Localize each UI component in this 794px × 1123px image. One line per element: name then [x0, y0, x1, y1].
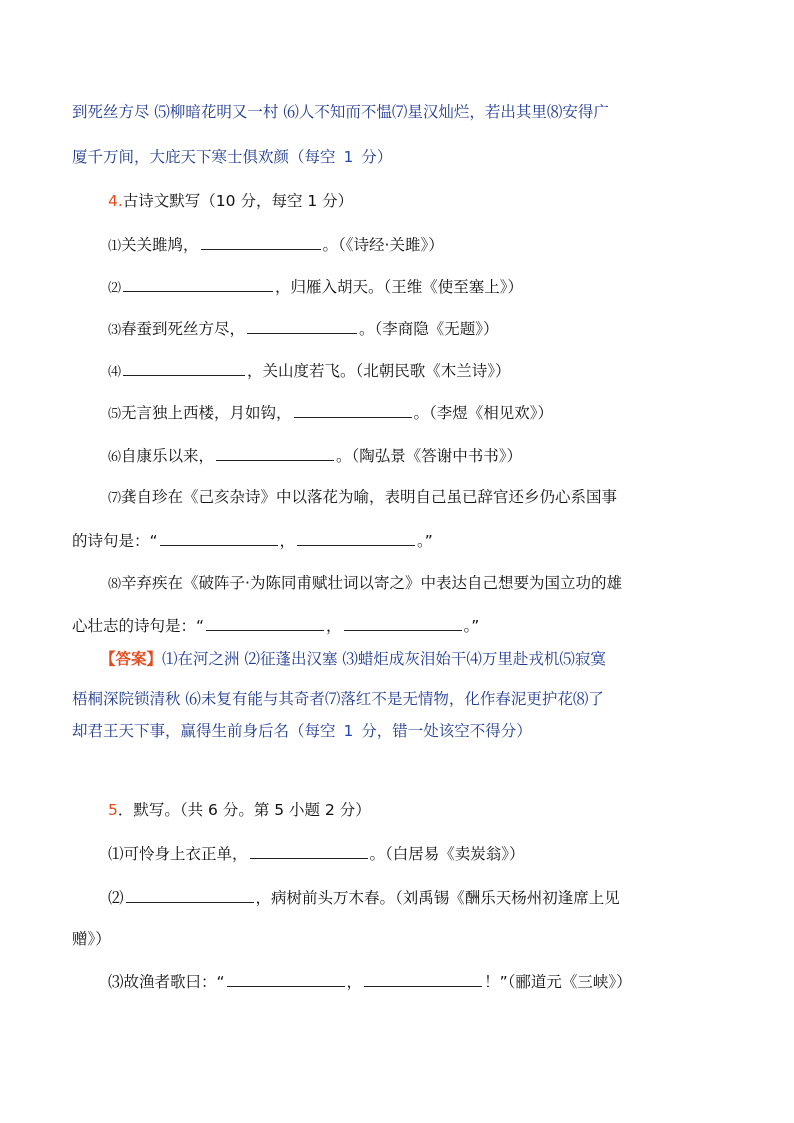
q4-item-2-blank[interactable]: [123, 275, 273, 292]
q4-answer-label: 【答案】: [100, 650, 163, 668]
q4-answer-text-3b: 分，错一处该空不得分）: [361, 722, 532, 740]
q4-item-1-mark: ⑴: [108, 239, 122, 254]
q4-item-8-text-2a: 心壮志的诗句是：“: [72, 617, 205, 635]
q4-answer-score: 1: [343, 722, 354, 740]
q4-item-1-blank[interactable]: [201, 233, 321, 250]
q5-item-2-mark: ⑵: [108, 889, 124, 907]
q4-item-5-mark: ⑸: [108, 407, 122, 422]
q4-item-7-comma: ，: [279, 532, 296, 550]
q4-item-5-before: 无言独上西楼，月如钩，: [121, 404, 292, 422]
q4-item-4-after: ，关山度若飞。（北朝民歌《木兰诗》）: [247, 362, 511, 380]
top-answer-text-2a: 厦千万间，大庇天下寒士俱欢颜（每空: [72, 148, 336, 166]
q4-item-7-text-1: 龚自珍在《己亥杂诗》中以落花为喻，表明自己虽已辞官还乡仍心系国事: [121, 488, 618, 506]
q4-item-6-before: 自康乐以来，: [121, 447, 215, 465]
q4-item-3-blank[interactable]: [247, 317, 357, 334]
q4-item-3-mark: ⑶: [108, 323, 122, 338]
q4-item-7-blank-2[interactable]: [297, 529, 415, 546]
q4-item-3-after: 。（李商隐《无题》）: [359, 320, 499, 338]
top-answer-score: 1: [343, 148, 354, 166]
q4-item-7-mark: ⑺: [108, 491, 122, 506]
q5-item-1-before: 可怜身上衣正单，: [123, 845, 248, 863]
q4-number: 4.: [108, 192, 123, 210]
q4-item-4-blank[interactable]: [123, 359, 245, 376]
q4-title: 古诗文默写（10 分，每空 1 分）: [122, 192, 354, 210]
q5-item-1-blank[interactable]: [250, 842, 368, 859]
q4-item-8-mark: ⑻: [108, 577, 122, 592]
q4-answer-text-2: 梧桐深院锁清秋 ⑹未复有能与其奇者⑺落红不是无情物，化作春泥更护花⑻了: [72, 690, 604, 708]
q4-item-7-end: 。”: [417, 532, 433, 550]
q5-item-3-before: 故渔者歌曰：“: [123, 973, 225, 991]
q4-item-1-after: 。（《诗经·关雎》）: [322, 236, 444, 254]
q4-item-8-blank-1[interactable]: [206, 614, 324, 631]
q5-item-2-blank[interactable]: [126, 886, 254, 903]
q5-item-3-mark: ⑶: [108, 973, 124, 991]
q5-item-3-comma: ，: [346, 973, 363, 991]
q5-item-3-blank-1[interactable]: [227, 970, 345, 987]
q4-item-4-mark: ⑷: [108, 365, 122, 380]
q5-item-3-after: ！”（郦道元《三峡》）: [484, 973, 632, 991]
q4-item-6-after: 。（陶弘景《答谢中书书》）: [336, 447, 523, 465]
q5-title: ．默写。（共 6 分。第 5 小题 2 分）: [117, 801, 371, 819]
q5-item-1-after: 。（白居易《卖炭翁》）: [369, 845, 525, 863]
q4-item-2-mark: ⑵: [108, 281, 122, 296]
q4-item-3-before: 春蚕到死丝方尽，: [121, 320, 246, 338]
q4-item-2-after: ，归雁入胡天。（王维《使至塞上》）: [275, 278, 524, 296]
q4-item-8-blank-2[interactable]: [344, 614, 462, 631]
q4-item-8-end: 。”: [463, 617, 480, 635]
q5-item-3-blank-2[interactable]: [364, 970, 482, 987]
q4-item-5-after: 。（李煜《相见欢》）: [413, 404, 554, 422]
q4-answer-text-3a: 却君王天下事，赢得生前身后名（每空: [72, 722, 336, 740]
q4-item-6-mark: ⑹: [108, 450, 122, 465]
q4-item-5-blank[interactable]: [294, 401, 412, 418]
q4-item-8-comma: ，: [326, 617, 342, 635]
q4-item-8-text-1: 辛弃疾在《破阵子·为陈同甫赋壮词以寄之》中表达自己想要为国立功的雄: [121, 574, 622, 592]
q5-item-2-after: ，病树前头万木春。（刘禹锡《酬乐天杨州初逢席上见: [255, 889, 620, 907]
top-answer-text-1: 到死丝方尽 ⑸柳暗花明又一村 ⑹人不知而不愠⑺星汉灿烂，若出其里⑻安得广: [72, 103, 609, 121]
top-answer-text-2b: 分）: [361, 148, 393, 166]
q5-item-2-text-2: 赠》）: [72, 930, 111, 948]
q5-number: 5: [108, 801, 118, 819]
q4-item-1-before: 关关雎鸠，: [121, 236, 199, 254]
q4-item-6-blank[interactable]: [216, 444, 334, 461]
q4-item-7-text-2a: 的诗句是：“: [72, 532, 158, 550]
q4-item-7-blank-1[interactable]: [160, 529, 278, 546]
q4-answer-text-1: ⑴在河之洲 ⑵征蓬出汉塞 ⑶蜡炬成灰泪始干⑷万里赴戎机⑸寂寞: [162, 650, 606, 668]
q5-item-1-mark: ⑴: [108, 845, 124, 863]
